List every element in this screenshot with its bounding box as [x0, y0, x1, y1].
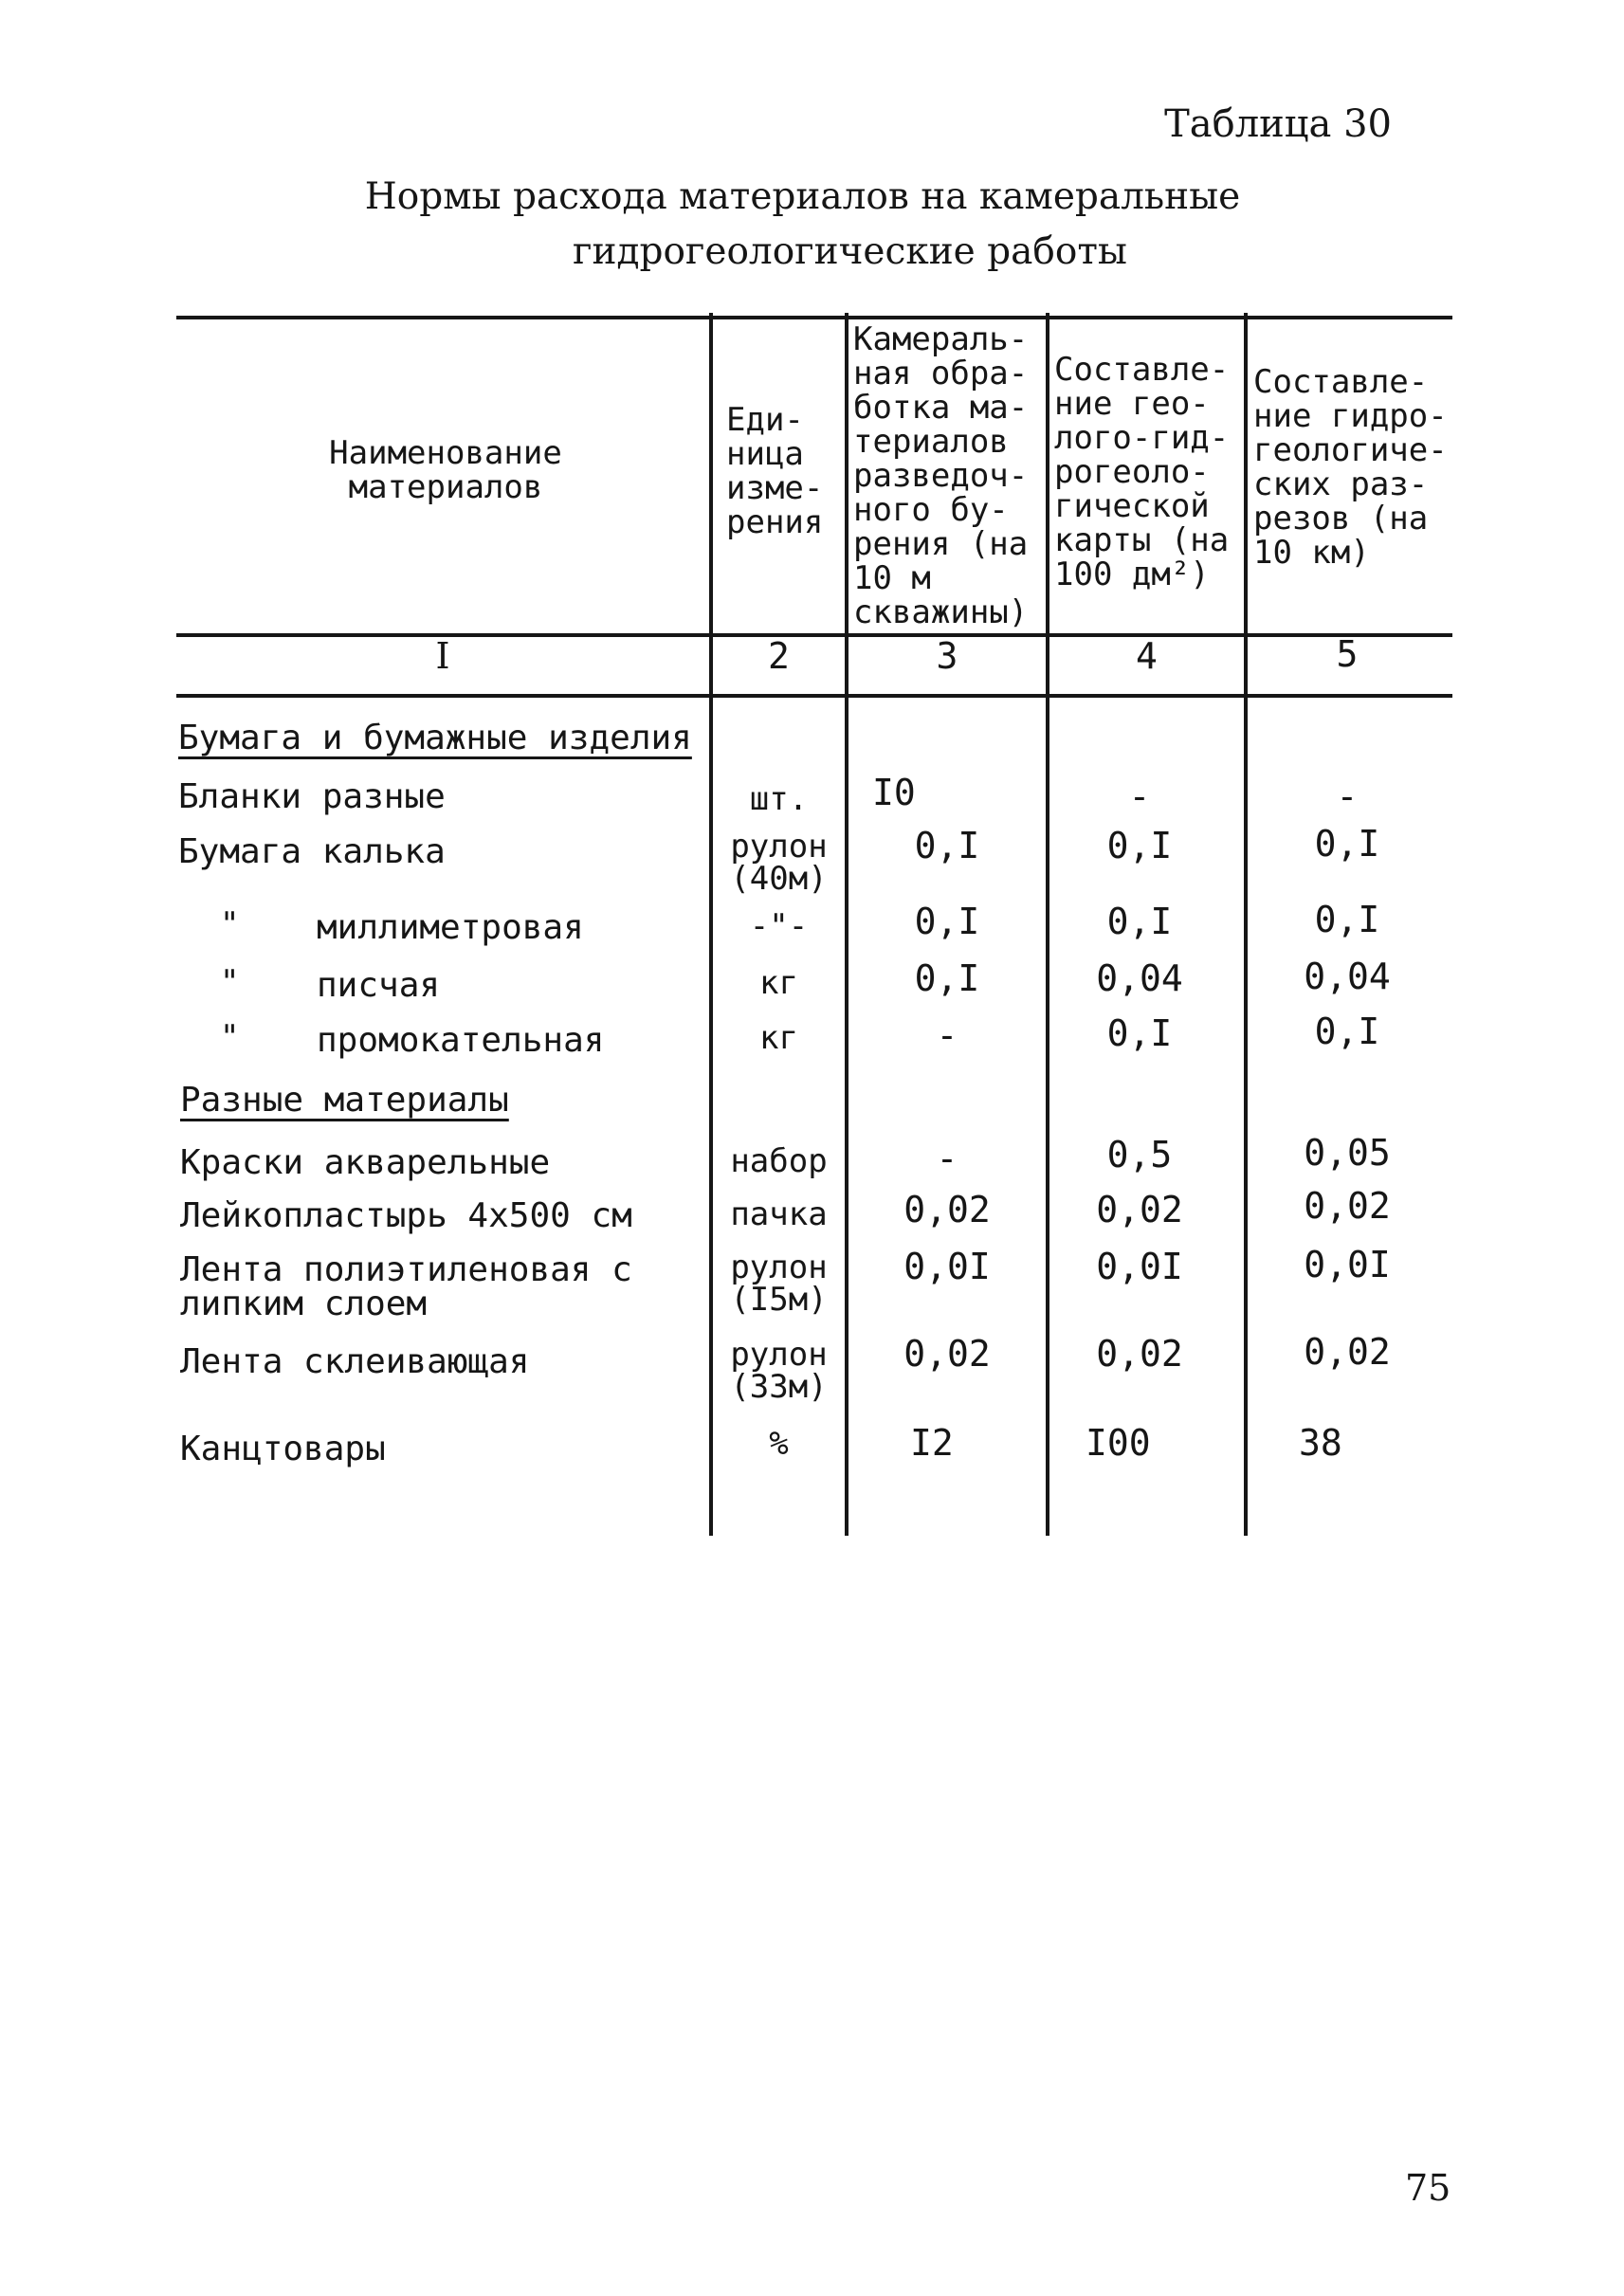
row-value-col3: 0,I [914, 901, 980, 942]
row-value-col5: 0,0I [1304, 1244, 1391, 1285]
row-value-col5: 0,I [1314, 899, 1380, 940]
row-value-col3: 0,02 [903, 1189, 991, 1230]
ditto-mark: " [220, 905, 240, 943]
page-number: 75 [1405, 2167, 1451, 2209]
row-value-col5: 0,02 [1304, 1185, 1391, 1227]
column-number-1: I [435, 635, 450, 677]
row-unit: кг [759, 964, 798, 1002]
row-value-col5: 0,I [1314, 823, 1380, 865]
table-title-line-1: Нормы расхода материалов на камеральные [364, 175, 1241, 218]
row-value-col3: 0,I [914, 825, 980, 866]
column-number-3: 3 [936, 635, 958, 677]
row-unit: рулон (33м) [730, 1336, 828, 1406]
column-number-2: 2 [768, 635, 790, 677]
row-value-col4: 0,I [1106, 1012, 1173, 1054]
row-name: промокательная [317, 1021, 605, 1060]
row-value-col3: - [936, 1138, 958, 1179]
table-label: Таблица 30 [1164, 102, 1392, 146]
header-unit: Еди- ница изме- рения [726, 401, 824, 541]
row-unit: % [769, 1425, 789, 1463]
row-name: Лента полиэтиленовая с липким слоем [180, 1250, 632, 1323]
row-name: Лейкопластырь 4х500 см [180, 1196, 632, 1235]
row-value-col4: 0,0I [1096, 1246, 1183, 1287]
row-value-col3: - [936, 1014, 958, 1056]
row-value-col5: - [1336, 775, 1359, 817]
column-number-rule [176, 694, 1452, 698]
section-title-paper: Бумага и бумажные изделия [178, 719, 692, 757]
row-value-col3: 0,0I [903, 1246, 991, 1287]
row-name: Бумага калька [178, 832, 446, 871]
row-name: писчая [317, 966, 441, 1005]
header-name: Наименование материалов [329, 434, 562, 506]
section-title-misc: Разные материалы [180, 1081, 509, 1120]
row-value-col4: 0,I [1106, 825, 1173, 866]
row-value-col5: 0,04 [1304, 956, 1391, 997]
row-name: Лента склеивающая [180, 1342, 530, 1381]
ditto-mark: " [220, 963, 240, 1001]
row-value-col3: I2 [910, 1422, 954, 1464]
row-unit: кг [759, 1019, 798, 1057]
header-col4: Составле- ние гео- лого-гид- рогеоло- гической карты (на 100 дм²) [1054, 351, 1230, 593]
row-unit: шт. [749, 780, 809, 818]
row-name: Канцтовары [180, 1430, 386, 1468]
row-value-col4: 0,04 [1096, 957, 1183, 999]
table-title-line-2: гидрогеологические работы [573, 230, 1127, 273]
header-col3: Камераль- ная обра- ботка ма- териалов разведоч- ного бу- рения (на 10 м скважины) [853, 320, 1029, 631]
row-value-col5: 0,I [1314, 1011, 1380, 1052]
row-value-col4: 0,I [1106, 901, 1173, 942]
row-value-col4: 0,5 [1106, 1134, 1173, 1175]
column-number-5: 5 [1336, 633, 1359, 675]
row-name: миллиметровая [317, 908, 584, 947]
column-number-4: 4 [1136, 635, 1158, 677]
row-value-col4: 0,02 [1096, 1333, 1183, 1375]
row-name: Краски акварельные [180, 1143, 551, 1182]
ditto-mark: " [220, 1018, 240, 1056]
header-col5: Составле- ние гидро- геологиче- ских раз- резов (на 10 км) [1253, 363, 1448, 572]
row-value-col3: I0 [872, 772, 916, 813]
row-value-col3: 0,I [914, 957, 980, 999]
row-unit: рулон (I5м) [730, 1248, 828, 1319]
row-value-col3: 0,02 [903, 1333, 991, 1375]
row-value-col5: 0,02 [1304, 1331, 1391, 1373]
row-value-col4: 0,02 [1096, 1189, 1183, 1230]
row-value-col5: 0,05 [1304, 1132, 1391, 1174]
row-unit: набор [730, 1142, 828, 1180]
row-unit: рулон (40м) [730, 828, 828, 898]
row-unit: -"- [749, 907, 809, 945]
row-name: Бланки разные [178, 777, 446, 816]
row-unit: пачка [730, 1195, 828, 1233]
row-value-col4: I00 [1086, 1422, 1151, 1464]
table-top-rule [176, 316, 1452, 319]
row-value-col5: 38 [1299, 1422, 1342, 1464]
row-value-col4: - [1128, 775, 1151, 817]
